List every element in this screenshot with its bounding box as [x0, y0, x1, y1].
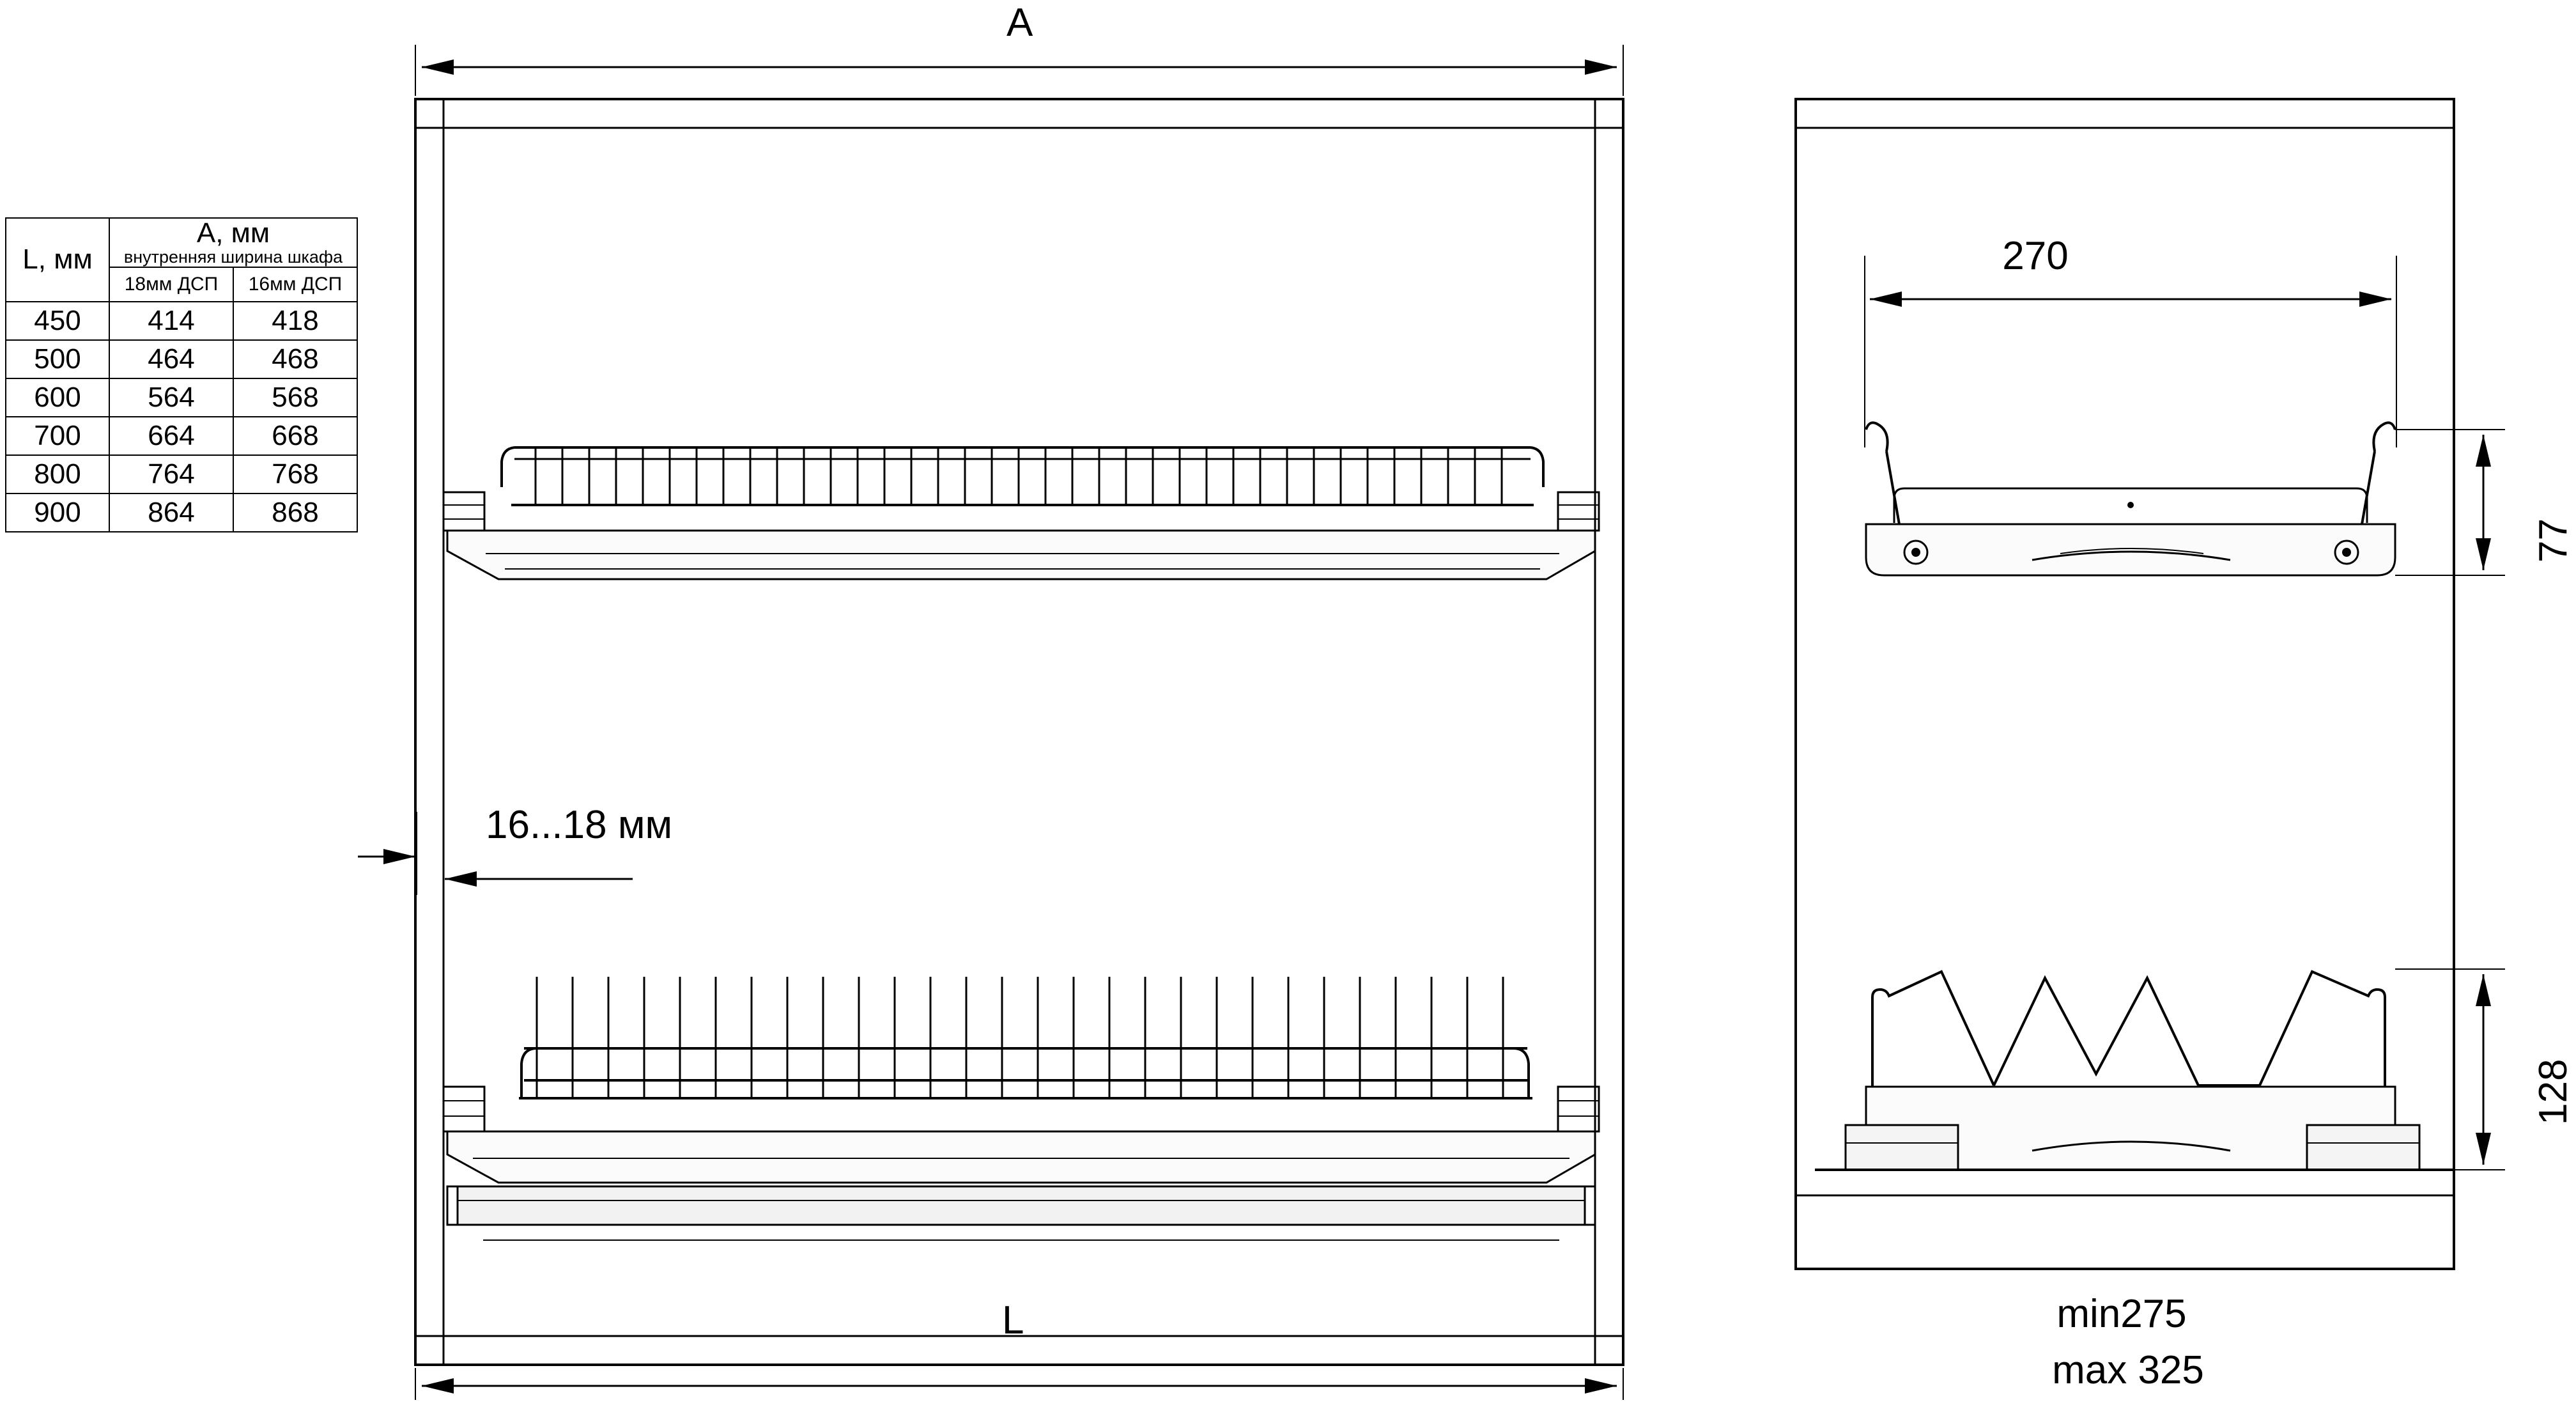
- dimension-label-l: L: [1002, 1298, 1024, 1342]
- dimension-min-depth: min275: [2056, 1292, 2187, 1336]
- dimension-label-a: A: [1006, 1, 1033, 45]
- cell-l: 450: [6, 302, 109, 340]
- cell-a18: 864: [109, 493, 233, 532]
- cell-a16: 768: [233, 455, 357, 493]
- cell-a18: 664: [109, 417, 233, 455]
- side-view-drawing: [1674, 0, 2514, 1414]
- dimension-270: 270: [2002, 234, 2069, 278]
- cell-l: 900: [6, 493, 109, 532]
- cell-l: 500: [6, 340, 109, 378]
- cell-a18: 564: [109, 378, 233, 417]
- table-header-a-subtitle: внутренняя ширина шкафа: [123, 247, 343, 267]
- cell-a18: 464: [109, 340, 233, 378]
- cell-a16: 568: [233, 378, 357, 417]
- cell-a16: 468: [233, 340, 357, 378]
- cell-a16: 418: [233, 302, 357, 340]
- dimension-128: 128: [2531, 1059, 2575, 1125]
- dimension-77: 77: [2531, 518, 2575, 563]
- table-header-a-title: A, мм: [196, 217, 270, 249]
- table-subheader-18: 18мм ДСП: [109, 267, 233, 302]
- dimension-max-depth: max 325: [2052, 1348, 2204, 1392]
- table-subheader-16: 16мм ДСП: [233, 267, 357, 302]
- table-header-l: L, мм: [6, 218, 109, 302]
- cell-a18: 764: [109, 455, 233, 493]
- cell-l: 800: [6, 455, 109, 493]
- cell-a18: 414: [109, 302, 233, 340]
- cell-l: 600: [6, 378, 109, 417]
- cell-a16: 868: [233, 493, 357, 532]
- cell-l: 700: [6, 417, 109, 455]
- cell-a16: 668: [233, 417, 357, 455]
- dimension-thickness: 16...18 мм: [486, 803, 673, 847]
